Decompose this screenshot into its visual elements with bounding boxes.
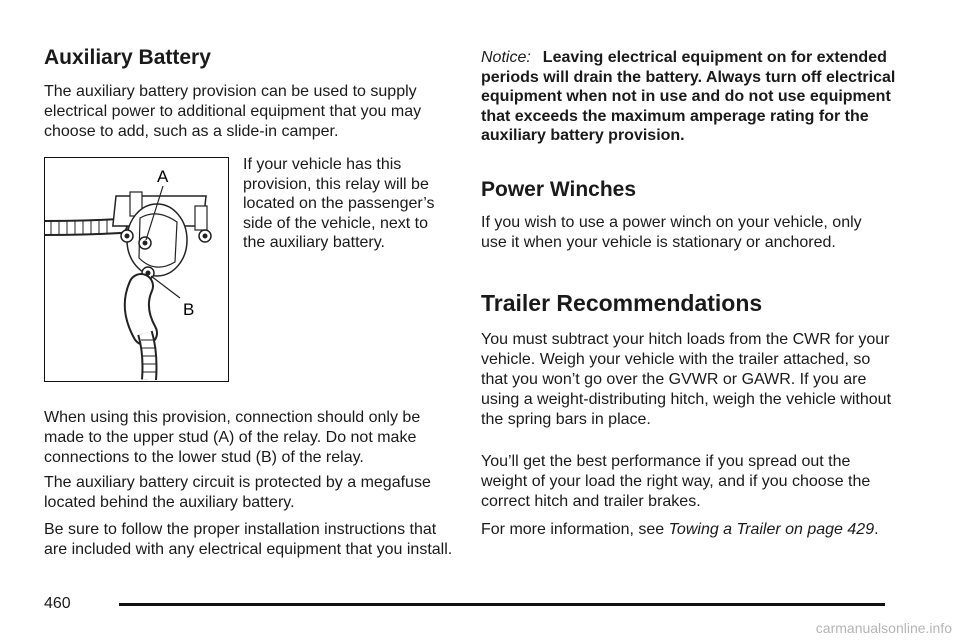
figure-caption-text: If your vehicle has this provision, this relay will be located on the passenger’s side of the vehicle, next to the auxiliary battery. bbox=[243, 156, 435, 252]
label-b: B bbox=[183, 300, 195, 319]
towing-trailer-link[interactable]: Towing a Trailer on page 429 bbox=[668, 521, 875, 538]
more-info-prefix: For more information, see bbox=[481, 521, 669, 538]
trailer-recommendations-heading: Trailer Recommendations bbox=[481, 290, 763, 316]
trailer-hitch-paragraph: You must subtract your hitch loads from the CWR for your vehicle. Weigh your vehicle with the trailer attached, so that you won’t go over the GVWR or GAWR. If you are using a weight-distributing hitch, weigh the vehicle without the spring bars in place. bbox=[481, 331, 892, 428]
auxiliary-battery-heading: Auxiliary Battery bbox=[44, 46, 211, 69]
watermark: carmanualsonline.info bbox=[815, 620, 952, 636]
notice-block bbox=[481, 48, 899, 146]
label-a: A bbox=[157, 167, 169, 186]
page-number: 460 bbox=[44, 595, 71, 612]
installation-paragraph: Be sure to follow the proper installation instructions that are included with any electrical equipment that you install. bbox=[44, 521, 453, 558]
footer-rule bbox=[119, 603, 885, 606]
megafuse-paragraph: The auxiliary battery circuit is protected by a megafuse located behind the auxiliary battery. bbox=[44, 474, 431, 511]
notice-label: Notice: bbox=[481, 49, 531, 66]
auxiliary-battery-intro: The auxiliary battery provision can be used to supply electrical power to additional equipment that you may choose to add, such as a slide-in camper. bbox=[44, 83, 422, 140]
stud-connection-paragraph: When using this provision, connection should only be made to the upper stud (A) of the relay. Do not make connections to the lower stud (B) of the relay. bbox=[44, 409, 421, 466]
relay-figure bbox=[44, 157, 229, 382]
power-winches-text: If you wish to use a power winch on your vehicle, only use it when your vehicle is stationary or anchored. bbox=[481, 214, 862, 251]
trailer-performance-paragraph: You’ll get the best performance if you spread out the weight of your load the right way, and if you choose the correct hitch and trailer brakes. bbox=[481, 453, 871, 510]
notice-text: Leaving electrical equipment on for extended periods will drain the battery. Always turn off electrical equipment when not in use and do not use equipment that exceeds the maximum amperage rating for the auxiliary battery provision. bbox=[481, 49, 896, 145]
relay-illustration bbox=[45, 158, 227, 380]
power-winches-heading: Power Winches bbox=[481, 178, 637, 201]
more-info-paragraph bbox=[481, 520, 881, 540]
more-info-suffix: . bbox=[874, 521, 879, 538]
